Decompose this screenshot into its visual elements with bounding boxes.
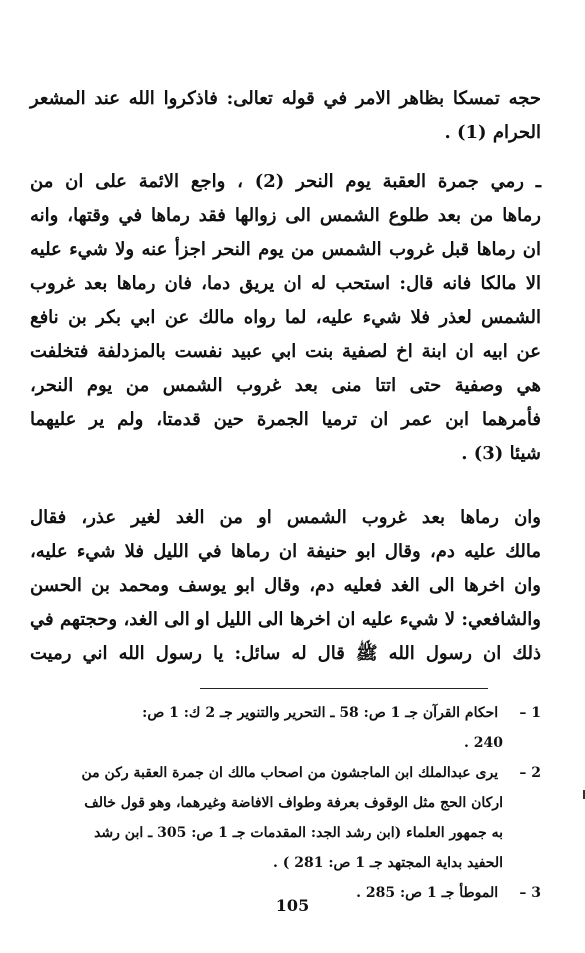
paragraph-3	[30, 501, 541, 671]
footnote-number: 2 –	[519, 765, 541, 781]
text-line: شيئا (3) .	[461, 443, 541, 464]
paragraph-1	[30, 82, 541, 150]
footnote-line	[30, 758, 541, 788]
text-line: ان رماها قبل غروب الشمس من يوم النحر اجزأ عنه ولا شيء عليه	[30, 239, 541, 260]
text-line: ذلك ان رسول الله ﷺ قال له سائل: يا رسول الله اني رميت	[30, 643, 541, 664]
page-number: 105	[275, 896, 310, 915]
footnote-text: احكام القرآن جـ 1 ص: 58 ـ التحرير والتنوير جـ 2 ك: 1 ص:	[142, 705, 499, 721]
footnote-divider	[200, 688, 488, 689]
text-line: وان اخرها الى الغد فعليه دم، وقال ابو يوسف ومحمد بن الحسن	[30, 575, 541, 596]
footnote-text: اركان الحج مثل الوقوف بعرفة وطواف الافاضة وغيرهما، وهو قول خالف	[84, 795, 503, 811]
footnote-line	[30, 728, 541, 758]
text-line: مالك عليه دم، وقال ابو حنيفة ان رماها في الليل فلا شيء عليه،	[30, 541, 541, 562]
footnote-number: 3 –	[519, 885, 541, 901]
footnote-line	[30, 848, 541, 878]
text-line: عن ابيه ان ابنة اخ لصفية بنت ابي عبيد نفست بالمزدلفة فتخلفت	[30, 341, 541, 362]
text-line: هي وصفية حتى اتتا منى بعد غروب الشمس من يوم النحر،	[30, 375, 541, 396]
footnote-text: الحفيد بداية المجتهد جـ 1 ص: 281 ) .	[272, 855, 503, 871]
text-line: فأمرهما ابن عمر ان ترميا الجمرة حين قدمتا، ولم ير عليهما	[30, 409, 541, 430]
footnote-line	[30, 698, 541, 728]
text-line: الحرام (1) .	[444, 122, 541, 143]
footnote-text: به جمهور العلماء (ابن رشد الجد: المقدمات جـ 1 ص: 305 ـ ابن رشد	[94, 825, 503, 841]
text-line: الا مالكا فانه قال: استحب له ان يريق دما، فان رماها بعد غروب	[30, 273, 541, 294]
footnote-number: 1 –	[519, 705, 541, 721]
footnote-text: الموطأ جـ 1 ص: 285 .	[356, 885, 499, 901]
paragraph-2	[30, 165, 541, 471]
footnote-text: 240 .	[464, 735, 503, 751]
text-line: وان رماها بعد غروب الشمس او من الغد لغير عذر، فقال	[30, 507, 541, 528]
text-line: رماها من بعد طلوع الشمس الى زوالها فقد رماها في وقتها، وانه	[30, 205, 541, 226]
footnote-text: يرى عبدالملك ابن الماجشون من اصحاب مالك ان جمرة العقبة ركن من	[81, 765, 499, 781]
text-line: الشمس لعذر فلا شيء عليه، لما رواه مالك عن ابي بكر بن نافع	[30, 307, 541, 328]
text-line: والشافعي: لا شيء عليه ان اخرها الى الليل او الى الغد، وحجتهم في	[30, 609, 541, 630]
footnote-line	[30, 818, 541, 848]
footnote-line	[30, 788, 541, 818]
footnotes	[30, 698, 541, 908]
text-line: ـ رمي جمرة العقبة يوم النحر (2) ، واجع الائمة على ان من	[30, 171, 541, 192]
text-line: حجه تمسكا بظاهر الامر في قوله تعالى: فاذكروا الله عند المشعر	[30, 88, 541, 109]
